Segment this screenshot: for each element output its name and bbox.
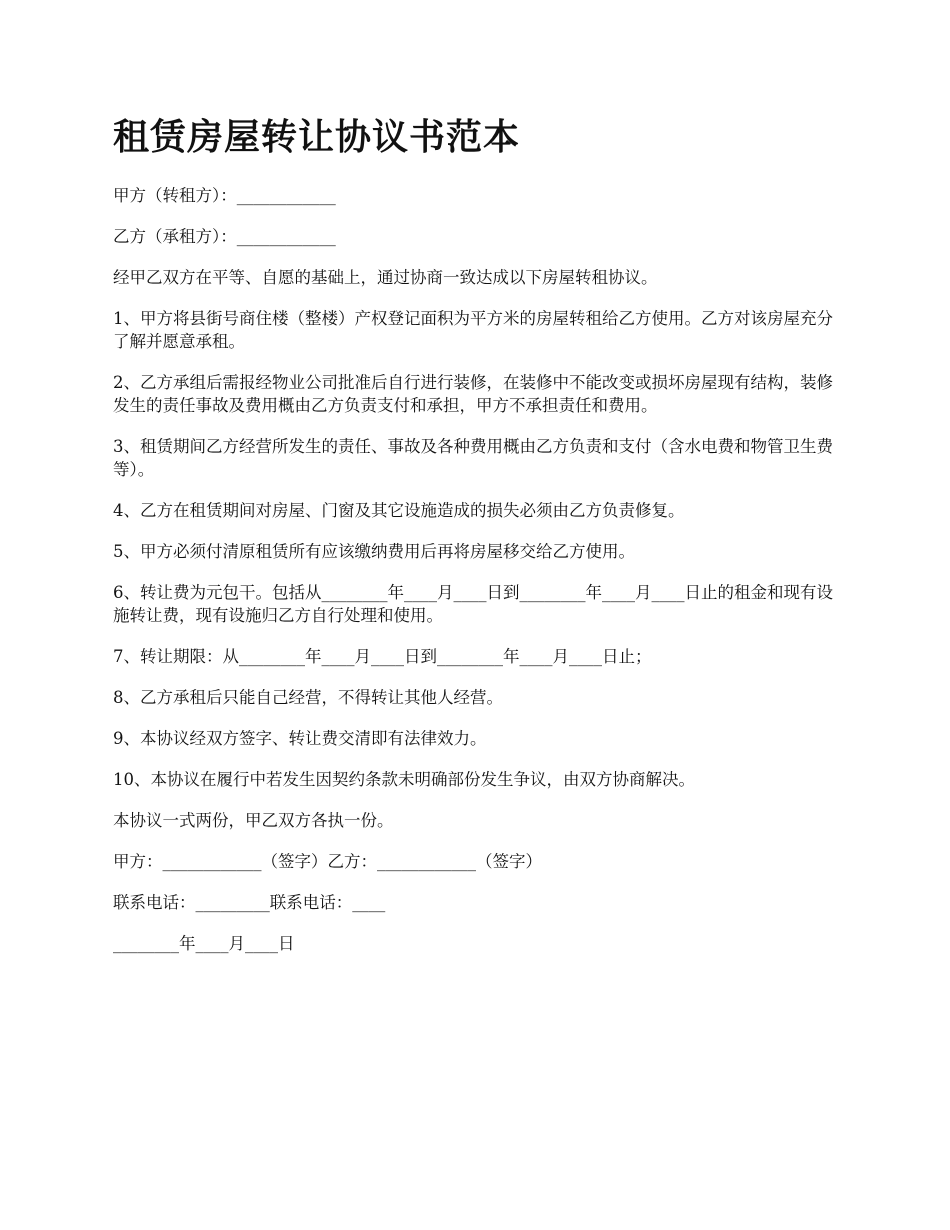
clause-9: 9、本协议经双方签字、转让费交清即有法律效力。 [113, 729, 487, 748]
clause-5: 5、甲方必须付清原租赁所有应该缴纳费用后再将房屋移交给乙方使用。 [113, 542, 635, 561]
document-title: 租赁房屋转让协议书范本 [113, 116, 521, 158]
party-a-line: 甲方（转租方）：____________ [113, 186, 336, 205]
clause-2: 2、乙方承组后需报经物业公司批准后自行进行装修，在装修中不能改变或损坏房屋现有结构，装修发生的责任事故及费用概由乙方负责支付和承担，甲方不承担责任和费用。 [113, 373, 833, 415]
clause-8: 8、乙方承租后只能自己经营，不得转让其他人经营。 [113, 688, 503, 707]
clause-3: 3、租赁期间乙方经营所发生的责任、事故及各种费用概由乙方负责和支付（含水电费和物管卫生费等）。 [113, 437, 833, 479]
document-page [113, 112, 833, 973]
intro-paragraph: 经甲乙双方在平等、自愿的基础上，通过协商一致达成以下房屋转租协议。 [113, 268, 658, 287]
party-b-line: 乙方（承租方）：____________ [113, 227, 336, 246]
phone-line: 联系电话：_________联系电话：____ [113, 893, 386, 912]
clause-7: 7、转让期限：从________年____月____日到________年____月____日止； [113, 647, 652, 666]
copies-statement: 本协议一式两份，甲乙双方各执一份。 [113, 811, 394, 830]
clause-10: 10、本协议在履行中若发生因契约条款未明确部份发生争议，由双方协商解决。 [113, 770, 695, 789]
clause-1: 1、甲方将县街号商住楼（整楼）产权登记面积为平方米的房屋转租给乙方使用。乙方对该房屋充分了解并愿意承租。 [113, 309, 833, 351]
clause-6: 6、转让费为元包干。包括从________年____月____日到________年____月____日止的租金和现有设施转让费，现有设施归乙方自行处理和使用。 [113, 583, 833, 625]
date-line: ________年____月____日 [113, 934, 295, 953]
signature-line: 甲方：____________（签字）乙方：____________（签字） [113, 852, 542, 871]
clause-4: 4、乙方在租赁期间对房屋、门窗及其它设施造成的损失必须由乙方负责修复。 [113, 501, 685, 520]
